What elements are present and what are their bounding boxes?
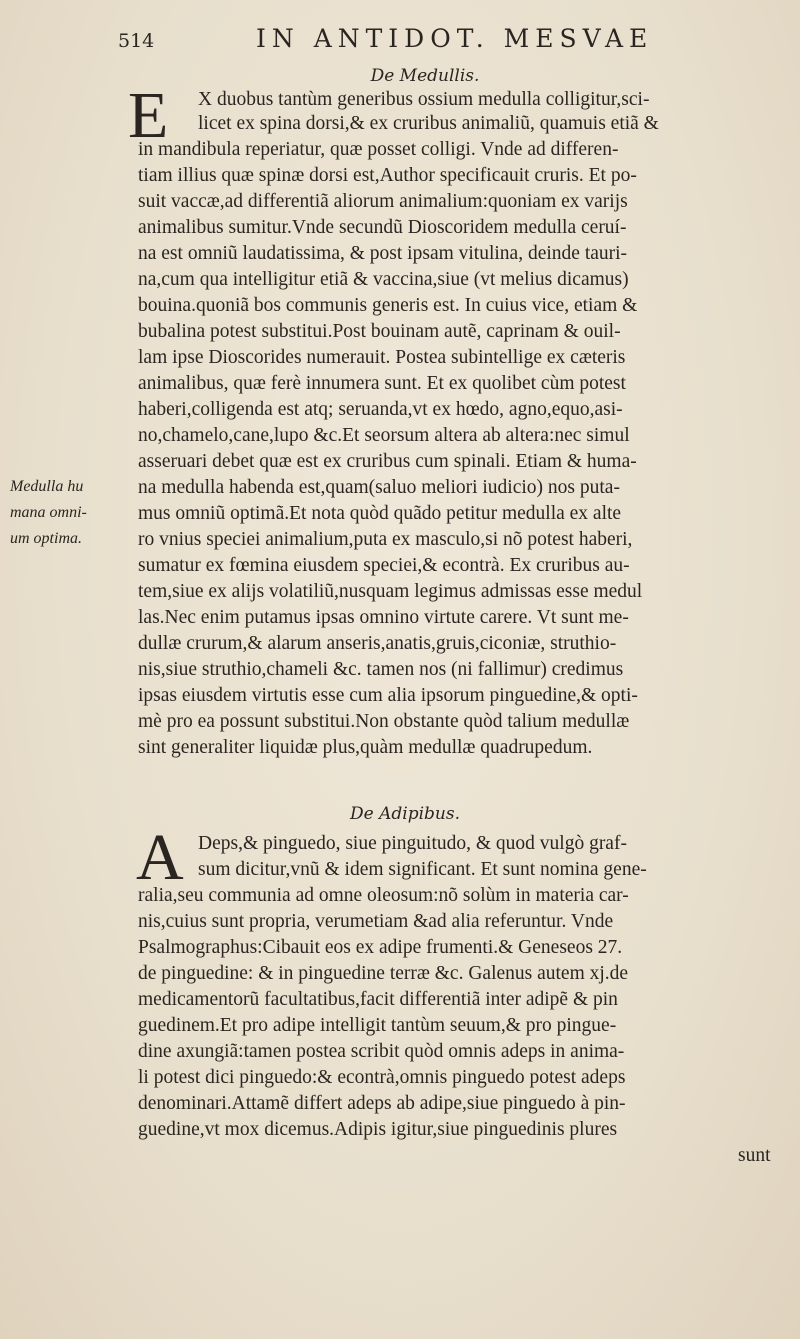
text-line: Psalmographus:Cibauit eos ex adipe frumenti.& Geneseos 27. [138,937,623,958]
text-line: denominari.Attamẽ differt adeps ab adipe,siue pinguedo à pin- [138,1093,626,1114]
text-line: guedinem.Et pro adipe intelligit tantùm seuum,& pro pingue- [138,1015,617,1036]
text-line: sint generaliter liquidæ plus,quàm medullæ quadrupedum. [138,737,593,758]
text-line: no,chamelo,cane,lupo &c.Et seorsum altera ab altera:nec simul [138,425,630,446]
text-line: mus omniũ optimã.Et nota quòd quãdo petitur medulla ex alte [138,503,622,524]
text-line: animalibus sumitur.Vnde secundũ Dioscoridem medulla ceruí- [138,217,627,238]
text-line: Deps,& pinguedo, siue pinguitudo, & quod vulgò graf- [198,833,627,854]
text-line: dine axungiã:tamen postea scribit quòd omnis adeps in anima- [138,1041,625,1062]
text-line: tiam illius quæ spinæ dorsi est,Author specificauit cruris. Et po- [138,165,637,186]
text-line: nis,siue struthio,chameli &c. tamen nos (ni fallimur) credimus [138,659,624,680]
text-line: medicamentorũ facultatibus,facit differentiã inter adipẽ & pin [138,989,618,1010]
text-line: guedine,vt mox dicemus.Adipis igitur,siue pinguedinis plures [138,1119,618,1140]
text-line: nis,cuius sunt propria, verumetiam &ad alia referuntur. Vnde [138,911,614,932]
catchword: sunt [738,1145,771,1166]
text-line: haberi,colligenda est atq; seruanda,vt ex hœdo, agno,equo,asi- [138,399,623,420]
margin-note: um optima. [10,530,82,547]
text-line: suit vaccæ,ad differentiã aliorum animalium:quoniam ex varijs [138,191,628,212]
section-title-adipibus: De Adipibus. [350,804,460,824]
margin-note: mana omni- [10,504,87,521]
running-head: IN ANTIDOT. MESVAE [256,24,654,53]
text-line: na est omniũ laudatissima, & post ipsam vitulina, deinde tauri- [138,243,628,264]
text-line: lam ipse Dioscorides numerauit. Postea subintellige ex cæteris [138,347,626,368]
text-line: bubalina potest substitui.Post bouinam autẽ, caprinam & ouil- [138,321,621,342]
dropcap-e: E [128,79,169,152]
text-line: asseruari debet quæ est ex cruribus cum spinali. Etiam & huma- [138,451,637,472]
text-line: ro vnius speciei animalium,puta ex masculo,si nõ potest haberi, [138,529,633,550]
section-title-medullis: De Medullis. [370,66,480,86]
text-line: mè pro ea possunt substitui.Non obstante quòd talium medullæ [138,711,630,732]
margin-note: Medulla hu [10,478,84,495]
text-line: licet ex spina dorsi,& ex cruribus animaliũ, quamuis etiã & [198,113,659,134]
page-header [118,24,718,58]
text-line: bouina.quoniã bos communis generis est. In cuius vice, etiam & [138,295,638,316]
text-line: sumatur ex fœmina eiusdem speciei,& econtrà. Ex cruribus au- [138,555,630,576]
text-line: las.Nec enim putamus ipsas omnino virtute carere. Vt sunt me- [138,607,629,628]
dropcap-a: A [136,821,184,894]
text-line: X duobus tantùm generibus ossium medulla colligitur,sci- [198,89,650,110]
text-line: de pinguedine: & in pinguedine terræ &c. Galenus autem xj.de [138,963,629,984]
text-line: in mandibula reperiatur, quæ posset colligi. Vnde ad differen- [138,139,619,160]
text-line: ralia,seu communia ad omne oleosum:nõ solùm in materia car- [138,885,629,906]
page-number: 514 [118,30,155,52]
text-line: tem,siue ex alijs volatiliũ,nusquam legimus admissas esse medul [138,581,643,602]
text-line: ipsas eiusdem virtutis esse cum alia ipsorum pinguedine,& opti- [138,685,638,706]
text-line: dullæ crurum,& alarum anseris,anatis,gruis,ciconiæ, struthio- [138,633,617,654]
text-line: li potest dici pinguedo:& econtrà,omnis pinguedo potest adeps [138,1067,626,1088]
text-line: na medulla habenda est,quam(saluo meliori iudicio) nos puta- [138,477,620,498]
text-line: sum dicitur,vnũ & idem significant. Et sunt nomina gene- [198,859,647,880]
text-line: na,cum qua intelligitur etiã & vaccina,siue (vt melius dicamus) [138,269,629,290]
text-line: animalibus, quæ ferè innumera sunt. Et ex quolibet cùm potest [138,373,626,394]
